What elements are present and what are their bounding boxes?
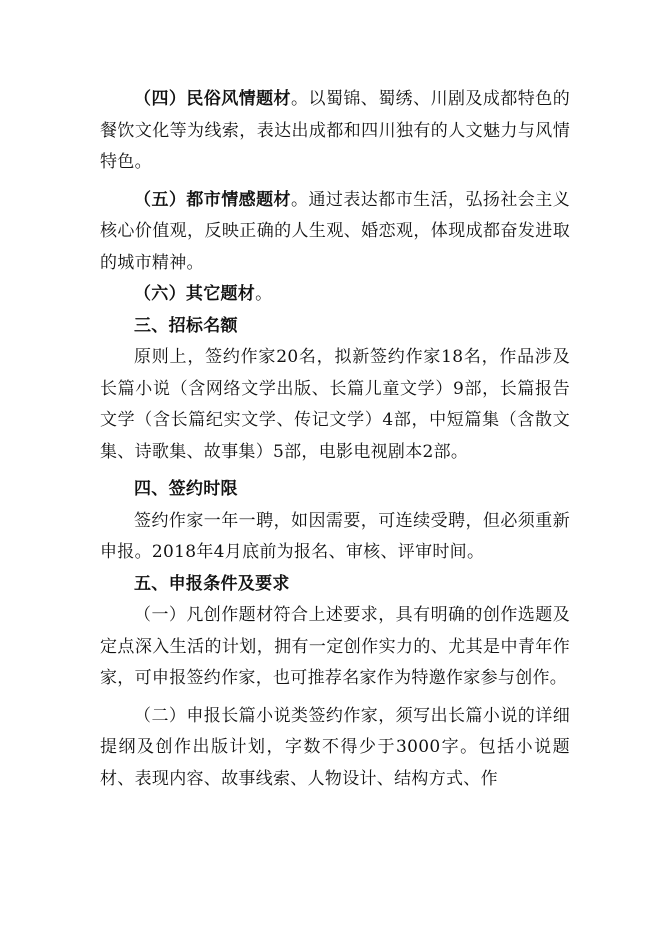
paragraph-folk-customs-theme bbox=[100, 84, 570, 179]
document-body bbox=[100, 84, 570, 795]
theme-6-label: （六）其它题材 bbox=[134, 284, 256, 304]
section-4-heading: 四、签约时限 bbox=[134, 479, 238, 499]
paragraph-other-theme bbox=[100, 279, 570, 311]
theme-4-label: （四）民俗风情题材 bbox=[134, 89, 292, 109]
theme-4-text: 。以蜀锦、蜀绣、川剧及成都特色的餐饮文化等为线索，表达出成都和四川独有的人文魅力与风情特色。 bbox=[100, 89, 570, 172]
theme-6-text: 。 bbox=[255, 284, 273, 304]
section-5-heading: 五、申报条件及要求 bbox=[134, 573, 290, 594]
section-5-item-1: （一）凡创作题材符合上述要求，具有明确的创作选题及定点深入生活的计划，拥有一定创作实力的、尤其是中青年作家，可申报签约作家，也可推荐名家作为特邀作家参与创作。 bbox=[100, 605, 570, 688]
section-5-item-2: （二）申报长篇小说类签约作家，须写出长篇小说的详细提纲及创作出版计划，字数不得少于3000字。包括小说题材、表现内容、故事线索、人物设计、结构方式、作 bbox=[100, 705, 570, 789]
section-3-body: 原则上，签约作家20名，拟新签约作家18名，作品涉及长篇小说（含网络文学出版、长篇儿童文学）9部，长篇报告文学（含长篇纪实文学、传记文学）4部，中短篇集（含散文集、诗歌集、故事集）5部，电影电视剧本2部。 bbox=[100, 347, 570, 462]
section-3-heading: 三、招标名额 bbox=[134, 315, 238, 336]
theme-5-text: 。通过表达都市生活，弘扬社会主义核心价值观，反映正确的人生观、婚恋观，体现成都奋发进取的城市精神。 bbox=[100, 189, 570, 273]
theme-5-label: （五）都市情感题材 bbox=[134, 189, 292, 210]
paragraph-urban-emotion-theme bbox=[100, 185, 570, 280]
section-4-body: 签约作家一年一聘，如因需要，可连续受聘，但必须重新申报。2018年4月底前为报名、审核、评审时间。 bbox=[100, 510, 570, 562]
